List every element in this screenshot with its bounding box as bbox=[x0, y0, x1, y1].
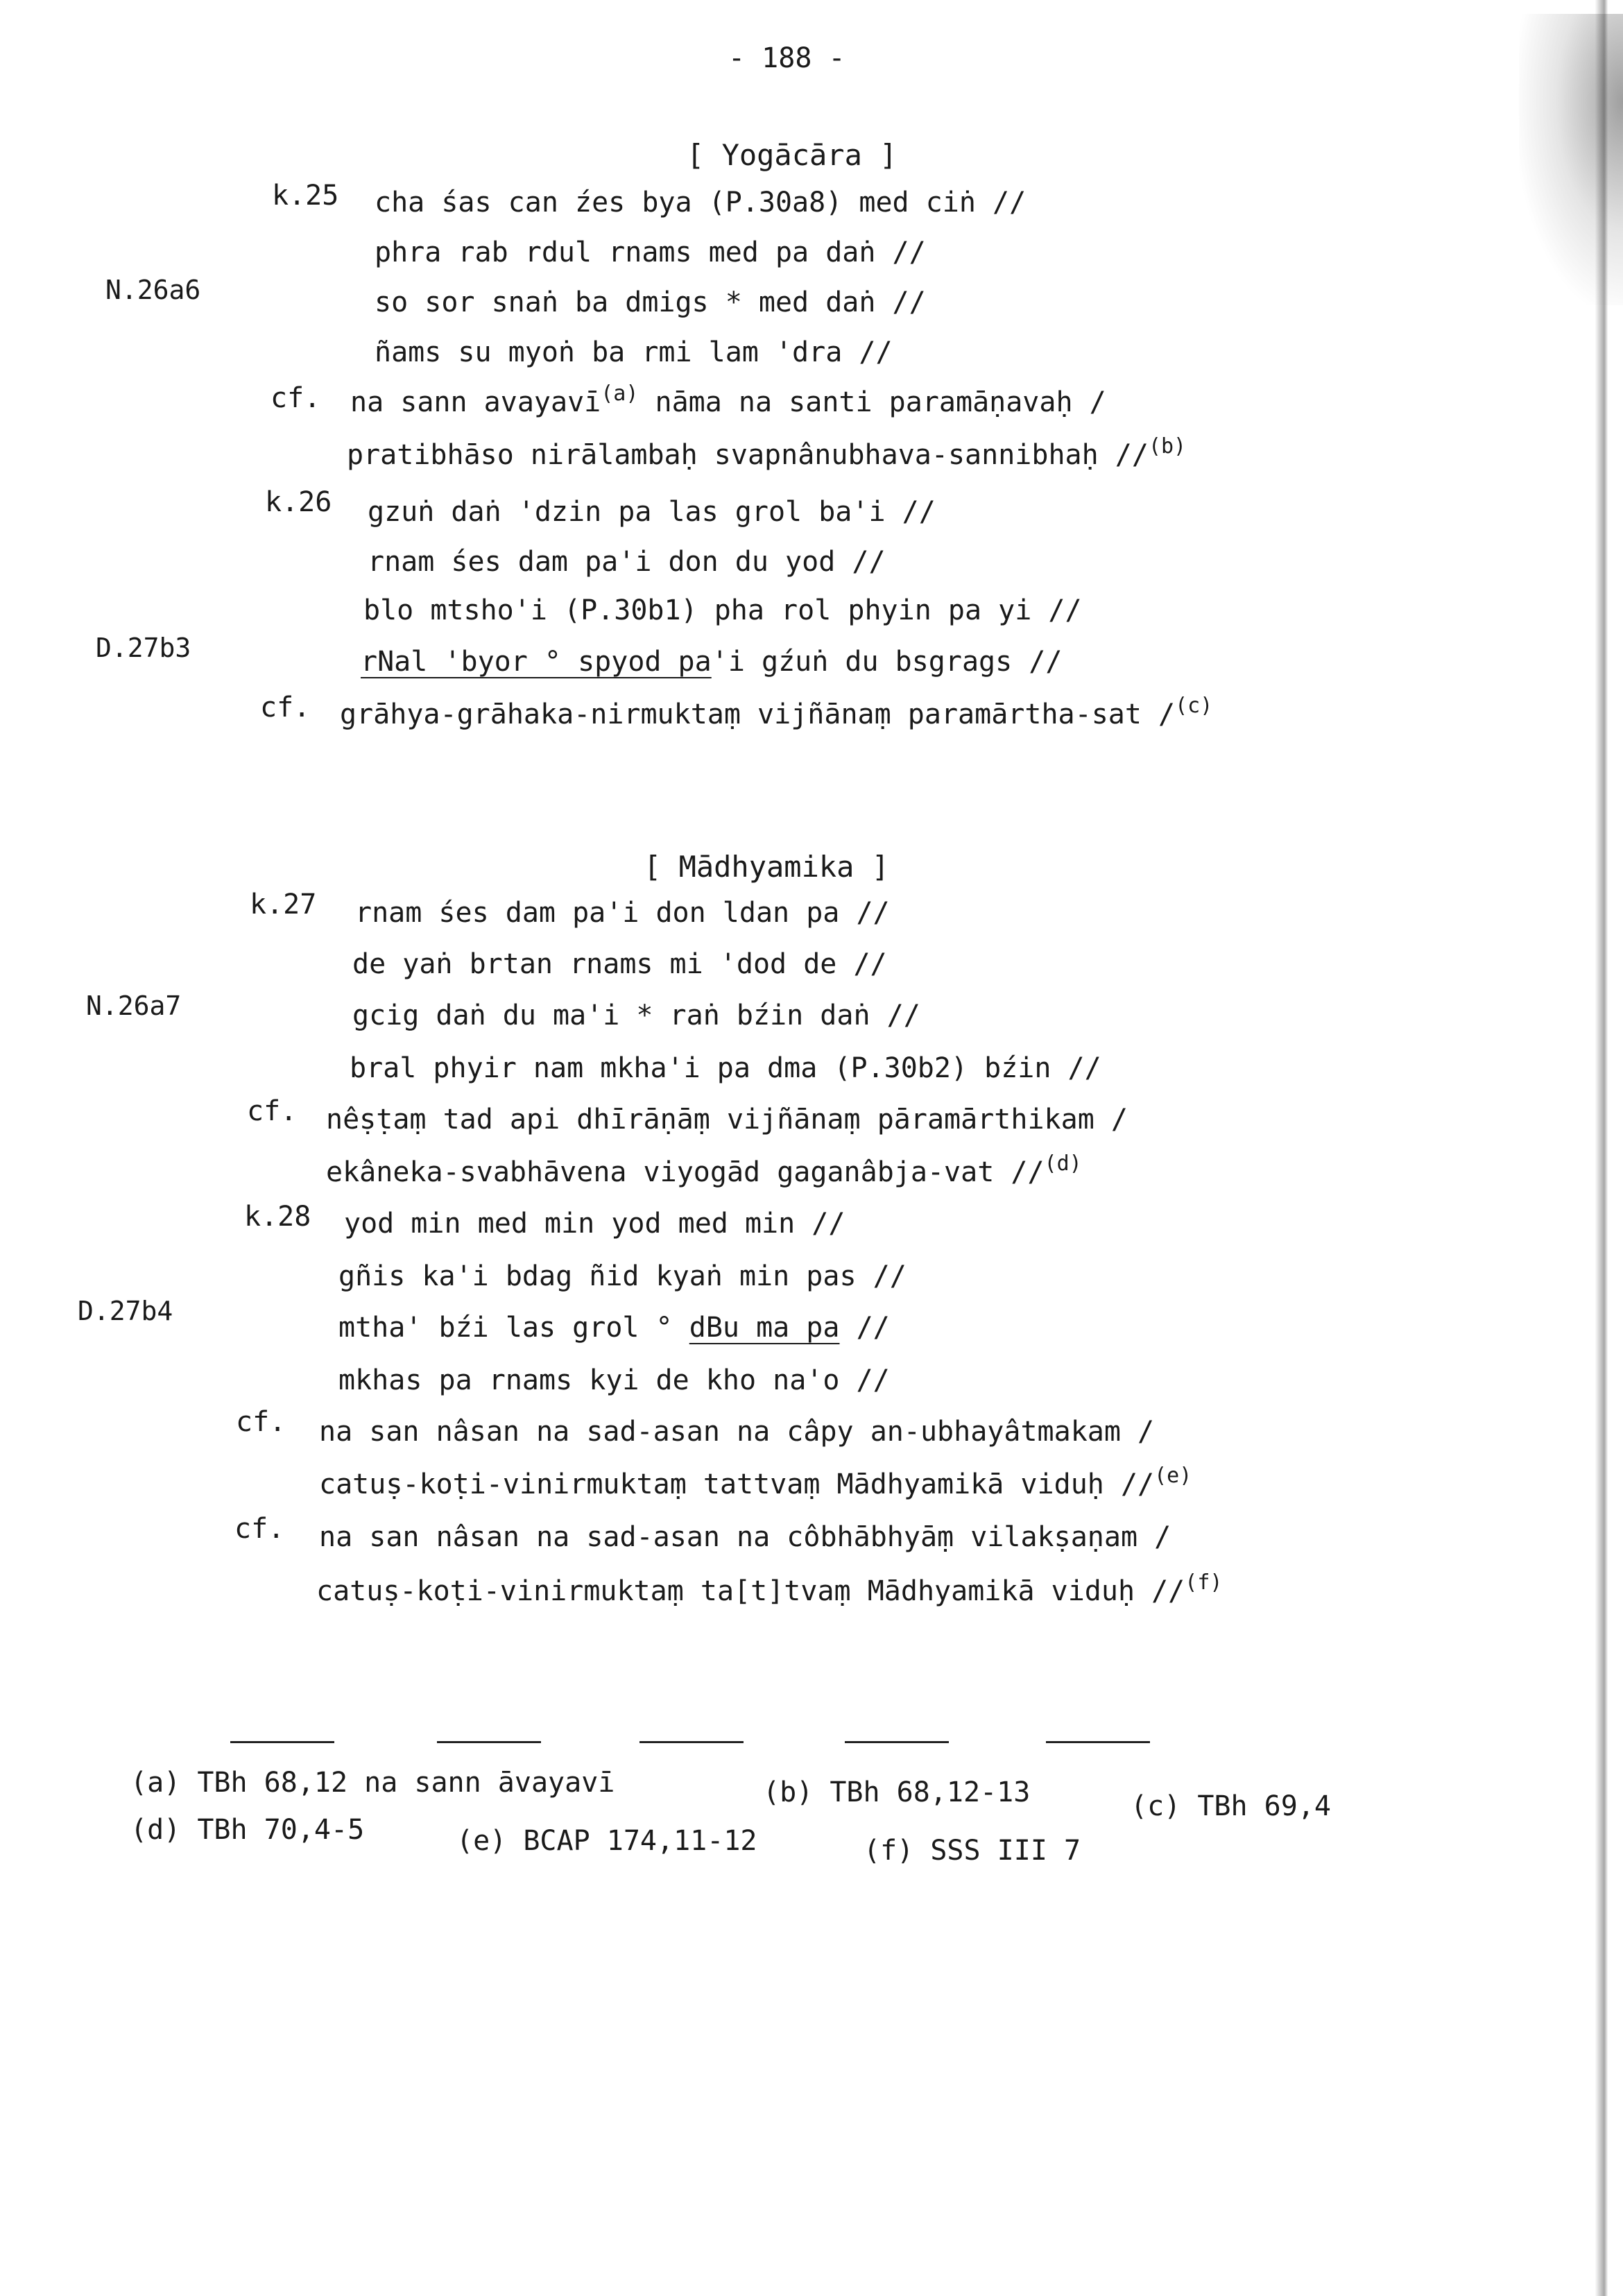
footnote-rule bbox=[845, 1741, 949, 1743]
footnote-d: (d) TBh 70,4-5 bbox=[130, 1814, 365, 1846]
underlined-term: rNal 'byor ° spyod pa bbox=[361, 646, 712, 678]
verse-line: rNal 'byor ° spyod pa'i gźuṅ du bsgrags // bbox=[361, 646, 1063, 678]
cf-label: cf. bbox=[234, 1513, 285, 1545]
footnote-marker: (c) bbox=[1175, 694, 1213, 718]
sanskrit-line: na san nâsan na sad-asan na côbhābhyāṃ vilakṣaṇam / bbox=[319, 1521, 1171, 1553]
footnote-marker: (d) bbox=[1044, 1151, 1082, 1176]
cf-label: cf. bbox=[247, 1095, 298, 1127]
scan-shadow-edge bbox=[1561, 0, 1623, 2296]
footnote-f: (f) SSS III 7 bbox=[864, 1835, 1081, 1867]
verse-line: gñis ka'i bdag ñid kyaṅ min pas // bbox=[338, 1260, 907, 1292]
sanskrit-line: grāhya-grāhaka-nirmuktaṃ vijñānaṃ paramārtha-sat /$^{(c)}$ bbox=[340, 694, 1213, 730]
verse-line: gzuṅ daṅ 'dzin pa las grol ba'i // bbox=[368, 496, 936, 528]
verse-line: mtha' bźi las grol ° dBu ma pa // bbox=[338, 1312, 890, 1344]
footnote-marker: (a) bbox=[601, 382, 639, 406]
sanskrit-line: na sann avayavī$^{(a)}$ nāma na santi paramāṇavaḥ / bbox=[350, 382, 1106, 418]
section-heading-yogacara: [ Yogācāra ] bbox=[687, 138, 898, 172]
sanskrit-line: ekâneka-svabhāvena viyogād gaganâbja-vat //$^{(d)}$ bbox=[326, 1151, 1082, 1188]
verse-line: bral phyir nam mkha'i pa dma (P.30b2) bźin // bbox=[350, 1052, 1101, 1084]
footnote-marker: (b) bbox=[1148, 434, 1187, 459]
margin-ref-d27b4: D.27b4 bbox=[78, 1296, 173, 1326]
verse-label: k.28 bbox=[244, 1201, 311, 1233]
sanskrit-line: catuṣ-koṭi-vinirmuktaṃ tattvaṃ Mādhyamikā viduḥ //$^{(e)}$ bbox=[319, 1464, 1192, 1500]
verse-label: k.25 bbox=[272, 180, 339, 212]
verse-line: so sor snaṅ ba dmigs * med daṅ // bbox=[375, 286, 926, 318]
section-heading-madhyamika: [ Mādhyamika ] bbox=[644, 850, 890, 884]
footnote-e: (e) BCAP 174,11-12 bbox=[456, 1825, 757, 1857]
footnote-marker: (f) bbox=[1185, 1570, 1223, 1595]
page-number: - 188 - bbox=[728, 42, 845, 74]
margin-ref-n26a7: N.26a7 bbox=[86, 991, 182, 1021]
underlined-term: dBu ma pa bbox=[689, 1312, 840, 1344]
verse-line: mkhas pa rnams kyi de kho na'o // bbox=[338, 1364, 890, 1396]
sanskrit-line: pratibhāso nirālambaḥ svapnânubhava-sannibhaḥ //$^{(b)}$ bbox=[347, 434, 1187, 471]
footnote-c: (c) TBh 69,4 bbox=[1131, 1790, 1331, 1822]
footnote-rule bbox=[437, 1741, 541, 1743]
cf-label: cf. bbox=[270, 382, 321, 414]
verse-line: rnam śes dam pa'i don du yod // bbox=[368, 546, 886, 578]
verse-line: gcig daṅ du ma'i * raṅ bźin daṅ // bbox=[352, 1000, 920, 1031]
cf-label: cf. bbox=[236, 1406, 286, 1438]
verse-line: cha śas can źes bya (P.30a8) med ciṅ // bbox=[375, 187, 1027, 219]
footnote-a: (a) TBh 68,12 na sann āvayavī bbox=[130, 1767, 615, 1799]
footnote-b: (b) TBh 68,12-13 bbox=[763, 1776, 1031, 1808]
verse-line: de yaṅ brtan rnams mi 'dod de // bbox=[352, 948, 887, 980]
footnote-rule bbox=[639, 1741, 744, 1743]
sanskrit-line: na san nâsan na sad-asan na câpy an-ubhayâtmakam / bbox=[319, 1416, 1155, 1448]
sanskrit-line: nêṣṭaṃ tad api dhīrāṇāṃ vijñānaṃ pāramārthikam / bbox=[326, 1104, 1128, 1136]
verse-label: k.27 bbox=[250, 889, 317, 920]
verse-line: ñams su myoṅ ba rmi lam 'dra // bbox=[375, 336, 893, 368]
margin-ref-d27b3: D.27b3 bbox=[96, 633, 191, 663]
footnote-rule bbox=[230, 1741, 334, 1743]
footnote-marker: (e) bbox=[1154, 1464, 1192, 1488]
footnote-rule bbox=[1046, 1741, 1150, 1743]
verse-line: yod min med min yod med min // bbox=[344, 1208, 845, 1240]
cf-label: cf. bbox=[260, 692, 311, 723]
sanskrit-line: catuṣ-koṭi-vinirmuktaṃ ta[t]tvaṃ Mādhyamikā viduḥ //$^{(f)}$ bbox=[316, 1570, 1223, 1607]
verse-line: blo mtsho'i (P.30b1) pha rol phyin pa yi // bbox=[363, 594, 1082, 626]
margin-ref-n26a6: N.26a6 bbox=[105, 275, 201, 305]
verse-line: phra rab rdul rnams med pa daṅ // bbox=[375, 237, 926, 268]
verse-label: k.26 bbox=[265, 486, 332, 518]
verse-line: rnam śes dam pa'i don ldan pa // bbox=[355, 897, 890, 929]
